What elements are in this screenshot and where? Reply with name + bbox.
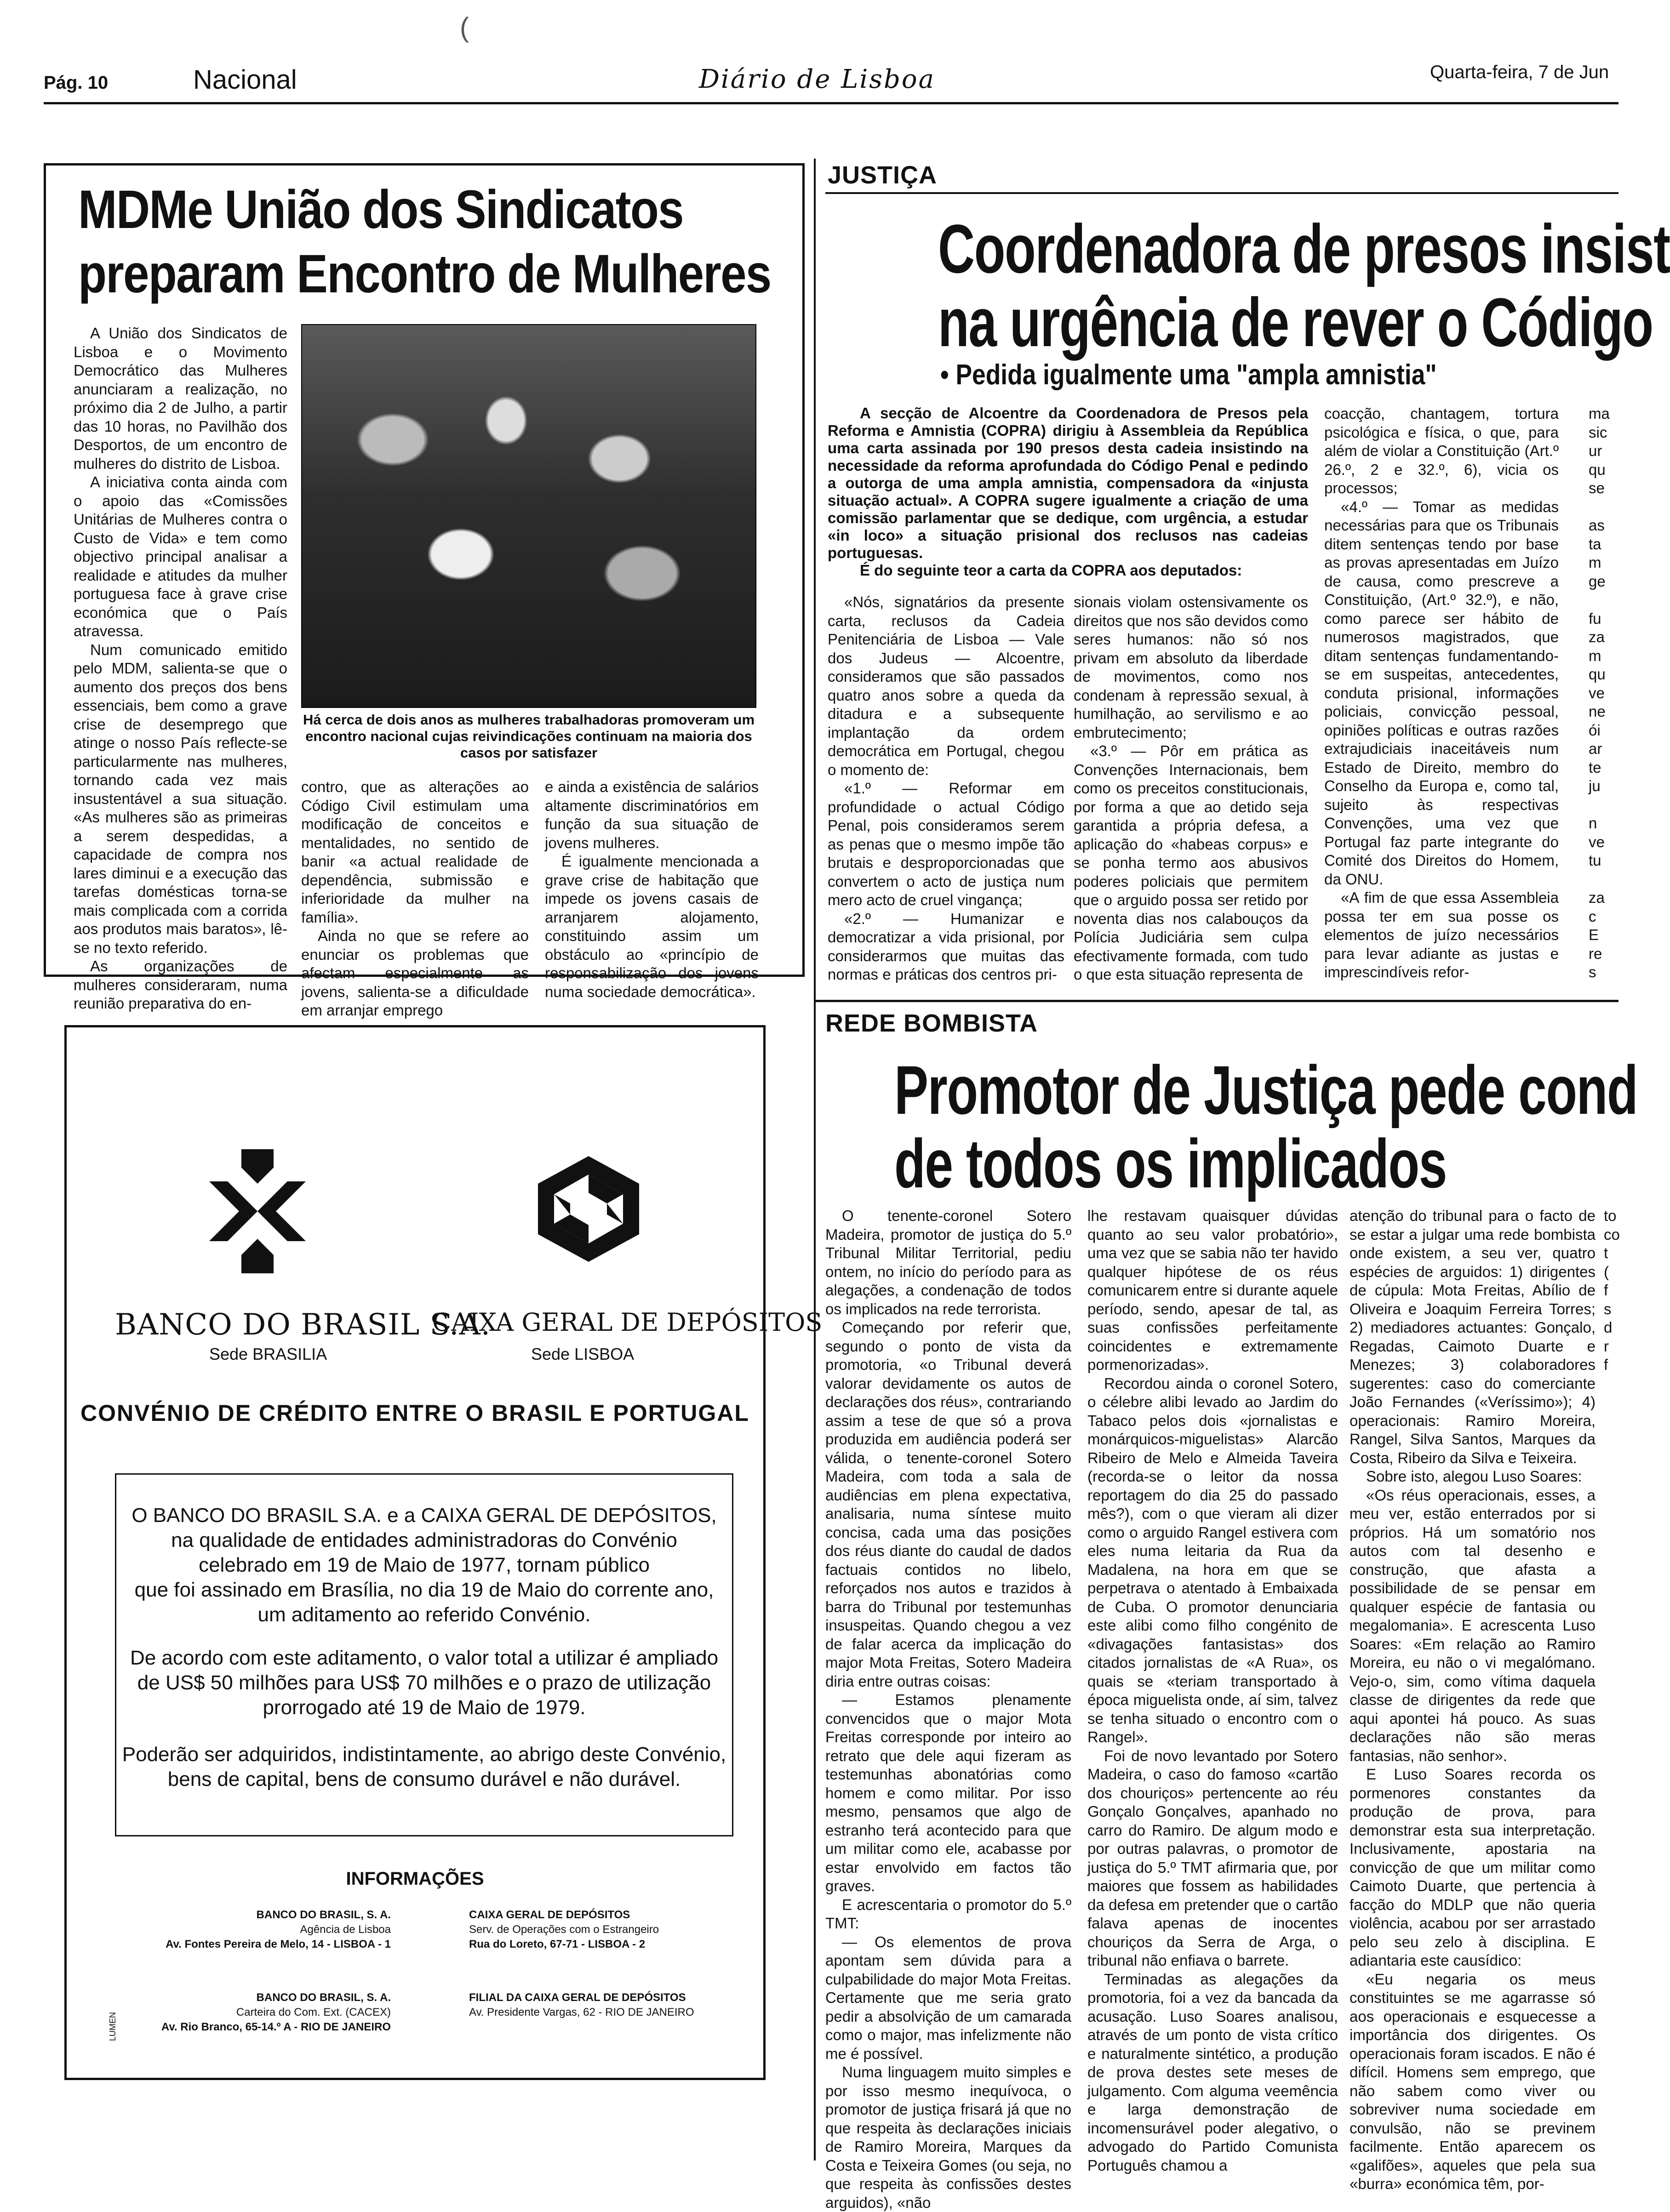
paragraph: Recordou ainda o coronel Sotero, o célebre alibi levado ao Jardim do Tabaco pelos dois «jornalistas e monárquicos-miguelistas» Alarcão Ribeiro de Melo e Almeida Taveira (recorda-se o leitor da nossa reportagem do dia 25 do passado mês?), com o que vieram ali dizer como o arguido Rangel estivera com eles numa leitaria da Rua da Madalena, na hora em que se perpetrava o atentado à Embaixada de Cuba. O promotor denunciaria este alibi como filho congénito de «divagações fantasistas» dos citados jornalistas de «A Rua», os quais se «teriam transportado à época miguelista onde, aí sim, talvez se tenha situado o encontro com o Rangel». [1087, 1374, 1338, 1745]
copra-headline-line2: na urgência de rever o Código [938, 284, 1653, 361]
paragraph: Terminadas as alegações da promotoria, foi a vez da bancada da acusação. Luso Soares analisou, através de um ponto de vista crítico e naturalmente sintético, a produção de prova destes sete meses de julgamento. Com alguma veemência e larga demonstração de incomensurável poder alegativo, o advogado do Partido Comunista Português chamou a [1087, 1970, 1338, 2174]
section-rule [814, 1000, 1619, 1002]
paragraph: E acrescentaria o promotor do 5.º TMT: [825, 1896, 1071, 1932]
info-line: Av. Fontes Pereira de Melo, 14 - LISBOA - 1 [166, 1938, 391, 1950]
paragraph: atenção do tribunal para o facto de se estar a julgar uma rede bombista onde existem, a seu ver, quatro espécies de arguidos: 1) dirigentes de cúpula: Mota Freitas, Abílio de Oliveira e Joaquim Ferreira Torres; 2) mediadores actuantes: Gonçalo, Regadas, Caimoto Duarte e Menezes; 3) colaboradores sugerentes: caso do comerciante João Fernandes («Veríssimo»); 4) operacionais: Ramiro Moreira, Rangel, Silva Santos, Marques da Costa, Ribeiro da Silva e Teixeira. [1350, 1207, 1596, 1466]
text-fragment: qu [1589, 461, 1606, 478]
info-name: BANCO DO BRASIL, S. A. [256, 1909, 391, 1921]
paragraph: E Luso Soares recorda os pormenores constantes da produção de prova, para demonstrar esta sua interpretação. Inclusivamente, apostaria na convicção de que um militar como Caimoto Duarte, que pertencia à facção do MDLP que não queria violência, acabou por ser arrastado pelo seu zelo à disciplina. E adiantaria este causídico: [1350, 1766, 1596, 1969]
scribble-mark: ( [460, 12, 469, 43]
text-fragment [1589, 796, 1619, 815]
paragraph: «A fim de que essa Assembleia possa ter em sua posse os elementos de juízo necessários para levar adiante as justas e imprescindíveis refor- [1324, 889, 1559, 981]
ad-line: Poderão ser adquiridos, indistintamente, ao abrigo deste Convénio, [122, 1743, 726, 1766]
photo-caption: Há cerca de dois anos as mulheres trabalhadoras promoveram um encontro nacional cujas reivindicações continuam na maioria dos casos por satisfazer [303, 712, 755, 761]
info-line: Carteira do Com. Ext. (CACEX) [236, 2006, 391, 2018]
paragraph: «Eu negaria os meus constituintes se me agarrasse só aos operacionais e esquecesse a importância dos dirigentes. Os operacionais foram iscados. E não é difícil. Homens sem emprego, que não sabem como viver ou sobreviver numa sociedade em convulsão, não se previnem facilmente. Então aparecem os «galifões», aqueles que pela sua «burra» económica têm, por- [1350, 1970, 1596, 2192]
text-fragment: d [1604, 1319, 1613, 1336]
ad-line: bens de capital, bens de consumo durável e não durável. [167, 1768, 681, 1790]
rede-column-2 [1087, 1207, 1338, 2174]
text-fragment: qu [1589, 666, 1606, 683]
text-fragment: ma [1589, 405, 1610, 422]
paragraph: Sobre isto, alegou Luso Soares: [1366, 1468, 1582, 1485]
ad-line: de US$ 50 milhões para US$ 70 milhões e o prazo de utilização [137, 1671, 711, 1694]
text-fragment [1589, 870, 1619, 889]
rede-headline-line1: Promotor de Justiça pede cond [894, 1051, 1638, 1129]
info-line: Av. Rio Branco, 65-14.º A - RIO DE JANEIRO [161, 2021, 391, 2033]
page-number: Pág. 10 [44, 73, 109, 93]
text-fragment: re [1589, 945, 1602, 962]
text-fragment: ur [1589, 442, 1602, 459]
text-fragment: te [1589, 758, 1601, 776]
paragraph: contro, que as alterações ao Código Civil estimulam uma modificação de conceitos e mentalidades, no sentido de banir «a actual realidade de dependência, submissão e inferioridade da mulher na família». [301, 778, 529, 926]
paragraph: lhe restavam quaisquer dúvidas quanto ao seu valor probatório», uma vez que se sabia não ter havido qualquer hipótese de os réus comunicarem entre si durante aquele período, sendo, apesar de tal, as suas confissões perfeitamente coincidentes e extremamente pormenorizadas». [1087, 1207, 1338, 1373]
rede-headline-line2: de todos os implicados [894, 1125, 1447, 1202]
women-rally-photo [301, 324, 756, 708]
text-fragment: r [1604, 1337, 1609, 1355]
text-fragment: ( [1604, 1263, 1609, 1280]
text-fragment: ge [1589, 572, 1606, 590]
paragraph: É igualmente mencionada a grave crise de habitação que impede os jovens casais de arranjarem alojamento, constituindo assim um obstáculo ao «princípio de responsabilização dos jovens numa sociedade democrática». [545, 853, 759, 1000]
paragraph: Começando por referir que, segundo o ponto de vista da promotoria, «o Tribunal deverá valorar devidamente os autos de declarações dos réus», contrariando assim a tese de que só a prova produzida em audiência poderá ser válida, o tenente-coronel Sotero Madeira, com toda a sala de audiências em plena expectativa, analisaria, numa síntese muito concisa, cada uma das posições dos réus diante do caudal de dados factuais contidos no libelo, reforçados nos autos e trazidos à barra do Tribunal por testemunhas insuspeitas. Quando chegou a vez de falar acerca da implicação do major Mota Freitas, Sotero Madeira diria entre outras coisas: [825, 1319, 1071, 1690]
paragraph: «2.º — Humanizar e democratizar a vida prisional, por considerarmos que muitas das normas e práticas dos centros pri- [828, 910, 1064, 983]
text-fragment: f [1604, 1282, 1608, 1299]
ad-title: CONVÉNIO DE CRÉDITO ENTRE O BRASIL E PORTUGAL [80, 1400, 749, 1426]
copra-kicker: JUSTIÇA [828, 161, 938, 189]
mdm-column-3 [545, 778, 759, 1000]
text-fragment: ar [1589, 740, 1602, 757]
ad-line: um aditamento ao referido Convénio. [257, 1603, 591, 1626]
text-fragment: m [1589, 647, 1601, 664]
ad-line: De acordo com este aditamento, o valor total a utilizar é ampliado [130, 1647, 719, 1669]
text-fragment: ta [1589, 535, 1601, 553]
ad-line: celebrado em 19 de Maio de 1977, tornam público [199, 1554, 650, 1576]
mdm-headline-line1: MDMe União dos Sindicatos [78, 179, 683, 240]
lead-paragraph: A secção de Alcoentre da Coordenadora de Presos pela Reforma e Amnistia (COPRA) dirigiu à Assembleia da República uma carta assinada por 190 presos desta cadeia insistindo na necessidade da reforma aprofundada do Código Penal e pedindo a outorga de uma ampla amnistia, compensadora da «injusta situação actual». A COPRA sugere igualmente a criação de uma comissão parlamentar que se dedique, com urgência, a estudar «in loco» a situação prisional dos reclusos nas cadeias portuguesas. [828, 405, 1308, 561]
copra-column-3 [1324, 405, 1559, 984]
info-line: Agência de Lisboa [300, 1923, 391, 1936]
paragraph: A União dos Sindicatos de Lisboa e o Movimento Democrático das Mulheres anunciaram a realização, no próximo dia 2 de Julho, a partir das 10 horas, no Pavilhão dos Desportos, de um encontro de mulheres do distrito de Lisboa. [74, 325, 287, 472]
mdm-headline-line2: preparam Encontro de Mulheres [78, 244, 771, 304]
info-line: Av. Presidente Vargas, 62 - RIO DE JANEIRO [469, 2006, 694, 2018]
text-fragment: se [1589, 479, 1605, 496]
info-title: INFORMAÇÕES [346, 1869, 484, 1889]
copra-column-4-fragment [1589, 405, 1619, 984]
column-rule [814, 1000, 816, 2161]
rede-column-4-fragment [1604, 1207, 1619, 1381]
copra-column-2 [1074, 593, 1308, 984]
agency-stamp: LUMEN [108, 2012, 117, 2041]
paragraph: Foi de novo levantado por Sotero Madeira, o caso do famoso «cartão dos chouriços» pertencente ao réu Gonçalo Gonçalves, apanhado no carro do Ramiro. De algum modo e por outras palavras, o promotor de justiça do 5.º TMT afirmaria que, por maiores que fossem as habilidades da defesa em pretender que o cartão falava apenas de inocentes chouriços da Serra de Arga, o tribunal não enfiava o barrete. [1087, 1747, 1338, 1969]
info-name: CAIXA GERAL DE DEPÓSITOS [469, 1909, 630, 1921]
issue-date: Quarta-feira, 7 de Jun [1430, 62, 1609, 82]
banco-do-brasil-name: BANCO DO BRASIL S.A. [115, 1308, 491, 1342]
banco-do-brasil-seat: Sede BRASILIA [209, 1345, 327, 1363]
text-fragment: as [1589, 517, 1605, 534]
text-fragment: ne [1589, 703, 1606, 720]
paragraph: «Nós, signatários da presente carta, reclusos da Cadeia Penitenciária de Lisboa — Vale dos Judeus — Alcoentre, consideramos que são passados quatro anos sobre a queda da ditadura e a subsequente implantação da ordem democrática em Portugal, chegou o momento de: [828, 593, 1064, 778]
paragraph: «1.º — Reformar em profundidade o actual Código Penal, pois consideramos serem as penas que o mesmo impõe tão brutais e desproporcionadas que convertem o acto de justiça num mero acto de cruel vingança; [828, 780, 1064, 908]
info-banco-lisboa [120, 1908, 391, 1952]
paragraph: «3.º — Pôr em prática as Convenções Internacionais, bem como os preceitos constitucionais, por forma a que ao detido seja garantida a própria defesa, a aplicação do «habeas corpus» e se ponha termo aos abusivos poderes policiais que permitem que o arguido possa ser retido por noventa dias nos calabouços da Polícia Judiciária sem culpa efectivamente formada, com tudo o que esta situação representa de [1074, 742, 1308, 983]
text-fragment: t [1604, 1244, 1608, 1261]
info-name: FILIAL DA CAIXA GERAL DE DEPÓSITOS [469, 1991, 686, 2004]
text-fragment: ve [1589, 833, 1605, 850]
text-fragment [1589, 591, 1619, 610]
paragraph: Numa linguagem muito simples e por isso mesmo inequívoca, o promotor de justiça frisará já que no que respeita às declarações iniciais de Ramiro Moreira, Marques da Costa e Teixeira Gomes (ou seja, no que respeita às confissões destes arguidos), «não [825, 2064, 1071, 2211]
caixa-geral-seat: Sede LISBOA [531, 1345, 635, 1363]
text-fragment [1589, 498, 1619, 517]
paragraph: — Os elementos de prova apontam sem dúvida para a culpabilidade do major Mota Freitas. Certamente que me seria grato pedir a absolvição de um camarada como o major, mas infelizmente não me é possível. [825, 1933, 1071, 2062]
paragraph: e ainda a existência de salários altamente discriminatórios em função da sua situação de jovens mulheres. [545, 778, 759, 851]
rede-column-3 [1350, 1207, 1596, 2192]
rede-column-1 [825, 1207, 1071, 2211]
text-fragment: n [1589, 815, 1597, 832]
text-fragment: s [1589, 963, 1596, 981]
text-fragment: ói [1589, 721, 1601, 739]
text-fragment: za [1589, 628, 1605, 645]
paragraph: As organizações de mulheres consideraram, numa reunião preparativa do en- [74, 958, 287, 1012]
info-caixa-lisboa [469, 1908, 745, 1952]
info-banco-rio [120, 1990, 391, 2035]
paragraph: O tenente-coronel Sotero Madeira, promotor de justiça do 5.º Tribunal Militar Territorial, pediu ontem, no início do período para as alegações, a condenação de todos os implicados na rede terrorista. [825, 1207, 1071, 1317]
mdm-column-1 [74, 324, 287, 1012]
text-fragment: c [1589, 907, 1596, 925]
info-caixa-rio [469, 1990, 745, 2020]
text-fragment: ju [1589, 777, 1601, 794]
section-title: Nacional [193, 65, 297, 95]
text-fragment: fu [1589, 610, 1601, 627]
text-fragment: E [1589, 926, 1599, 943]
paragraph: Ainda no que se refere ao enunciar os problemas que afectam especialmente as jovens, salienta-se a dificuldade em arranjar emprego [301, 927, 529, 1019]
copra-lead [828, 405, 1308, 579]
text-fragment: tu [1589, 852, 1601, 869]
paragraph: A iniciativa conta ainda com o apoio das «Comissões Unitárias de Mulheres contra o Custo de Vida» e tem como objectivo principal analisar a realidade e atitudes da mulher portuguesa face à grave crise económica que o País atravessa. [74, 473, 287, 639]
text-fragment: to [1604, 1207, 1617, 1224]
text-fragment: sic [1589, 423, 1607, 441]
paragraph: — Estamos plenamente convencidos que o major Mota Freitas corresponde por inteiro ao retrato que dele aqui fizeram as testemunhas abonatórias como homem e como militar. Por isso mesmo, pensamos que algo de estranho terá acontecido para que um militar como ele, acabasse por estar envolvido em factos tão graves. [825, 1691, 1071, 1894]
copra-headline-line1: Coordenadora de presos insist [938, 210, 1670, 287]
paragraph: «Os réus operacionais, esses, a meu ver, estão enterrados por si próprios. Há um somatório nos autos com tal desenho e construção, que afasta a possibilidade de se pensar em qualquer espécie de fantasia ou megalomania». E acrescenta Luso Soares: «Em relação ao Ramiro Moreira, eu não o vi megalómano. Vejo-o, sim, como vítima daquela classe de dirigentes da rede que aqui apontei há pouco. As suas declarações não são meras fantasias, não senhor». [1350, 1486, 1596, 1764]
copra-subhead: • Pedida igualmente uma "ampla amnistia" [940, 359, 1437, 391]
ad-paragraph-1 [115, 1503, 733, 1627]
text-fragment: za [1589, 889, 1605, 906]
rede-kicker: REDE BOMBISTA [825, 1009, 1038, 1037]
text-fragment: co [1604, 1226, 1620, 1243]
info-line: Rua do Loreto, 67-71 - LISBOA - 2 [469, 1938, 646, 1950]
header-rule [44, 102, 1619, 104]
info-line: Serv. de Operações com o Estrangeiro [469, 1923, 659, 1936]
mdm-column-2 [301, 778, 529, 1019]
ad-line: que foi assinado em Brasília, no dia 19 de Maio do corrente ano, [134, 1579, 714, 1601]
ad-paragraph-3 [115, 1742, 733, 1792]
paragraph: sionais violam ostensivamente os direitos que nos são devidos como seres humanos: não só nos privam em absoluto da liberdade de movimentos, como nos condenam à repressão sexual, à humilhação, ao servilismo e ao embrutecimento; [1074, 593, 1308, 741]
ad-line: O BANCO DO BRASIL S.A. e a CAIXA GERAL DE DEPÓSITOS, [132, 1504, 717, 1527]
kicker-rule [825, 192, 1619, 194]
info-name: BANCO DO BRASIL, S. A. [256, 1991, 391, 2004]
banco-do-brasil-logo-icon [209, 1149, 306, 1273]
paragraph: coacção, chantagem, tortura psicológica e física, o que, para além de violar a Constituição (Art.º 26.º, 2 e 32.º, 6), vicia os processos; [1324, 405, 1559, 496]
paragraph: Num comunicado emitido pelo MDM, salienta-se que o aumento dos preços dos bens essenciais, bem como a grave crise de desemprego que atinge o nosso País reflecte-se particularmente nas mulheres, tornando cada vez mais insustentável a sua situação. «As mulheres são as primeiras a serem despedidas, a capacidade de compra nos lares diminui e a execução das tarefas domésticas torna-se mais complicada com a corrida aos produtos mais baratos», lê-se no texto referido. [74, 641, 287, 956]
copra-column-1 [828, 593, 1064, 984]
paragraph: «4.º — Tomar as medidas necessárias para que os Tribunais ditem sentenças tendo por base as provas apresentadas em Juízo de causa, como prescreve a Constituição, (Art.º 32.º), e não, como parece ser hábito de numerosos magistrados, que ditam sentenças fundamentando-se em suspeitas, antecedentes, conduta prisional, informações policiais, convicção pessoal, opiniões políticas e outras razões extrajudiciais inaceitáveis num Estado de Direito, membro do Conselho da Europa e, como tal, sujeito às respectivas Convenções, uma vez que Portugal faz parte integrante do Comité dos Direitos do Homem, da ONU. [1324, 498, 1559, 888]
text-fragment: m [1589, 554, 1601, 571]
newspaper-masthead: Diário de Lisboa [699, 64, 935, 94]
text-fragment: f [1604, 1356, 1608, 1373]
ad-line: prorrogado até 19 de Maio de 1979. [263, 1696, 586, 1719]
caixa-geral-name: CAIXA GERAL DE DEPÓSITOS [432, 1308, 823, 1337]
ad-line: na qualidade de entidades administradoras do Convénio [171, 1529, 677, 1551]
text-fragment: ve [1589, 684, 1605, 701]
lead-paragraph: É do seguinte teor a carta da COPRA aos deputados: [860, 562, 1242, 579]
text-fragment: s [1604, 1300, 1612, 1317]
column-rule [814, 159, 816, 1002]
ad-paragraph-2 [115, 1646, 733, 1720]
caixa-geral-logo-icon [533, 1154, 644, 1264]
